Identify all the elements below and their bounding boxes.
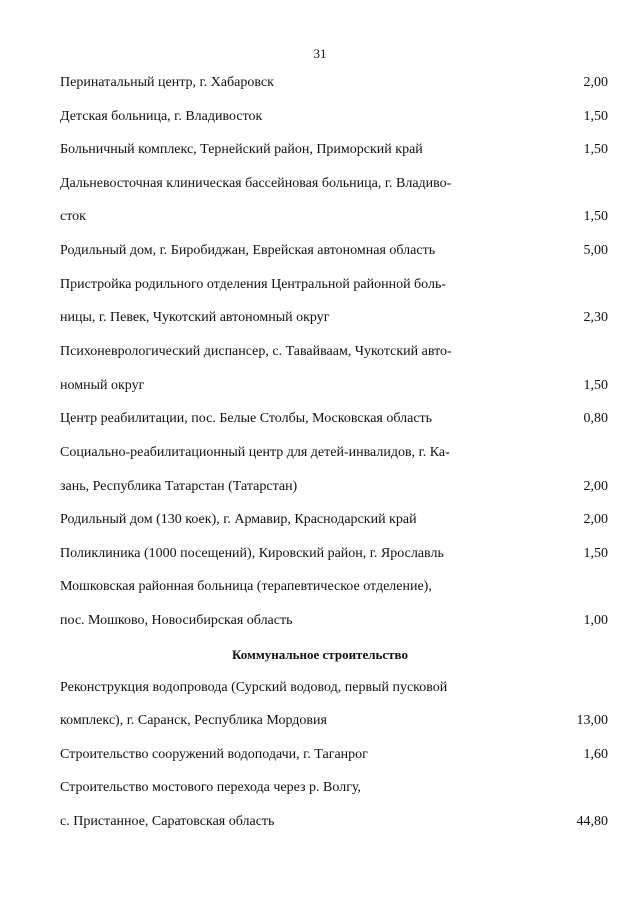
item-text: Реконструкция водопровода (Сурский водовод, первый пусковой <box>60 680 448 695</box>
item-text: Родильный дом (130 коек), г. Армавир, Краснодарский край <box>60 512 417 527</box>
item-text: Пристройка родильного отделения Центральной районной боль- <box>60 277 447 292</box>
item-text: Детская больница, г. Владивосток <box>60 109 263 124</box>
item-value: 2,00 <box>583 479 608 494</box>
item-text: Родильный дом, г. Биробиджан, Еврейская автономная область <box>60 243 436 258</box>
item-text: Строительство сооружений водоподачи, г. Таганрог <box>60 747 368 762</box>
item-value: 1,50 <box>583 209 608 224</box>
item-value: 2,30 <box>583 310 608 325</box>
item-value: 1,00 <box>583 613 608 628</box>
item-text: Психоневрологический диспансер, с. Тавайваам, Чукотский авто- <box>60 344 452 359</box>
item-text: Дальневосточная клиническая бассейновая больница, г. Владиво- <box>60 176 452 191</box>
item-text: номный округ <box>60 378 145 393</box>
item-value: 1,60 <box>583 747 608 762</box>
item-text: пос. Мошково, Новосибирская область <box>60 613 293 628</box>
item-text: комплекс), г. Саранск, Республика Мордовия <box>60 713 327 728</box>
item-value: 13,00 <box>576 713 608 728</box>
item-text: Строительство мостового перехода через р. Волгу, <box>60 780 362 795</box>
item-value: 1,50 <box>583 546 608 561</box>
item-value: 44,80 <box>576 814 608 829</box>
item-text: ницы, г. Певек, Чукотский автономный округ <box>60 310 330 325</box>
item-value: 2,00 <box>583 75 608 90</box>
section-heading: Коммунальное строительство <box>232 647 408 662</box>
item-value: 1,50 <box>583 109 608 124</box>
page-number: 31 <box>313 46 327 61</box>
item-value: 1,50 <box>583 142 608 157</box>
item-value: 0,80 <box>583 411 608 426</box>
item-text: сток <box>60 209 86 224</box>
item-text: с. Пристанное, Саратовская область <box>60 814 275 829</box>
item-text: Поликлиника (1000 посещений), Кировский район, г. Ярославль <box>60 546 444 561</box>
item-value: 5,00 <box>583 243 608 258</box>
item-text: зань, Республика Татарстан (Татарстан) <box>60 479 298 494</box>
item-text: Социально-реабилитационный центр для детей-инвалидов, г. Ка- <box>60 445 450 460</box>
item-value: 2,00 <box>583 512 608 527</box>
item-text: Перинатальный центр, г. Хабаровск <box>60 75 274 90</box>
item-value: 1,50 <box>583 378 608 393</box>
item-text: Больничный комплекс, Тернейский район, Приморский край <box>60 142 423 157</box>
item-text: Центр реабилитации, пос. Белые Столбы, Московская область <box>60 411 433 426</box>
item-text: Мошковская районная больница (терапевтическое отделение), <box>60 579 432 594</box>
